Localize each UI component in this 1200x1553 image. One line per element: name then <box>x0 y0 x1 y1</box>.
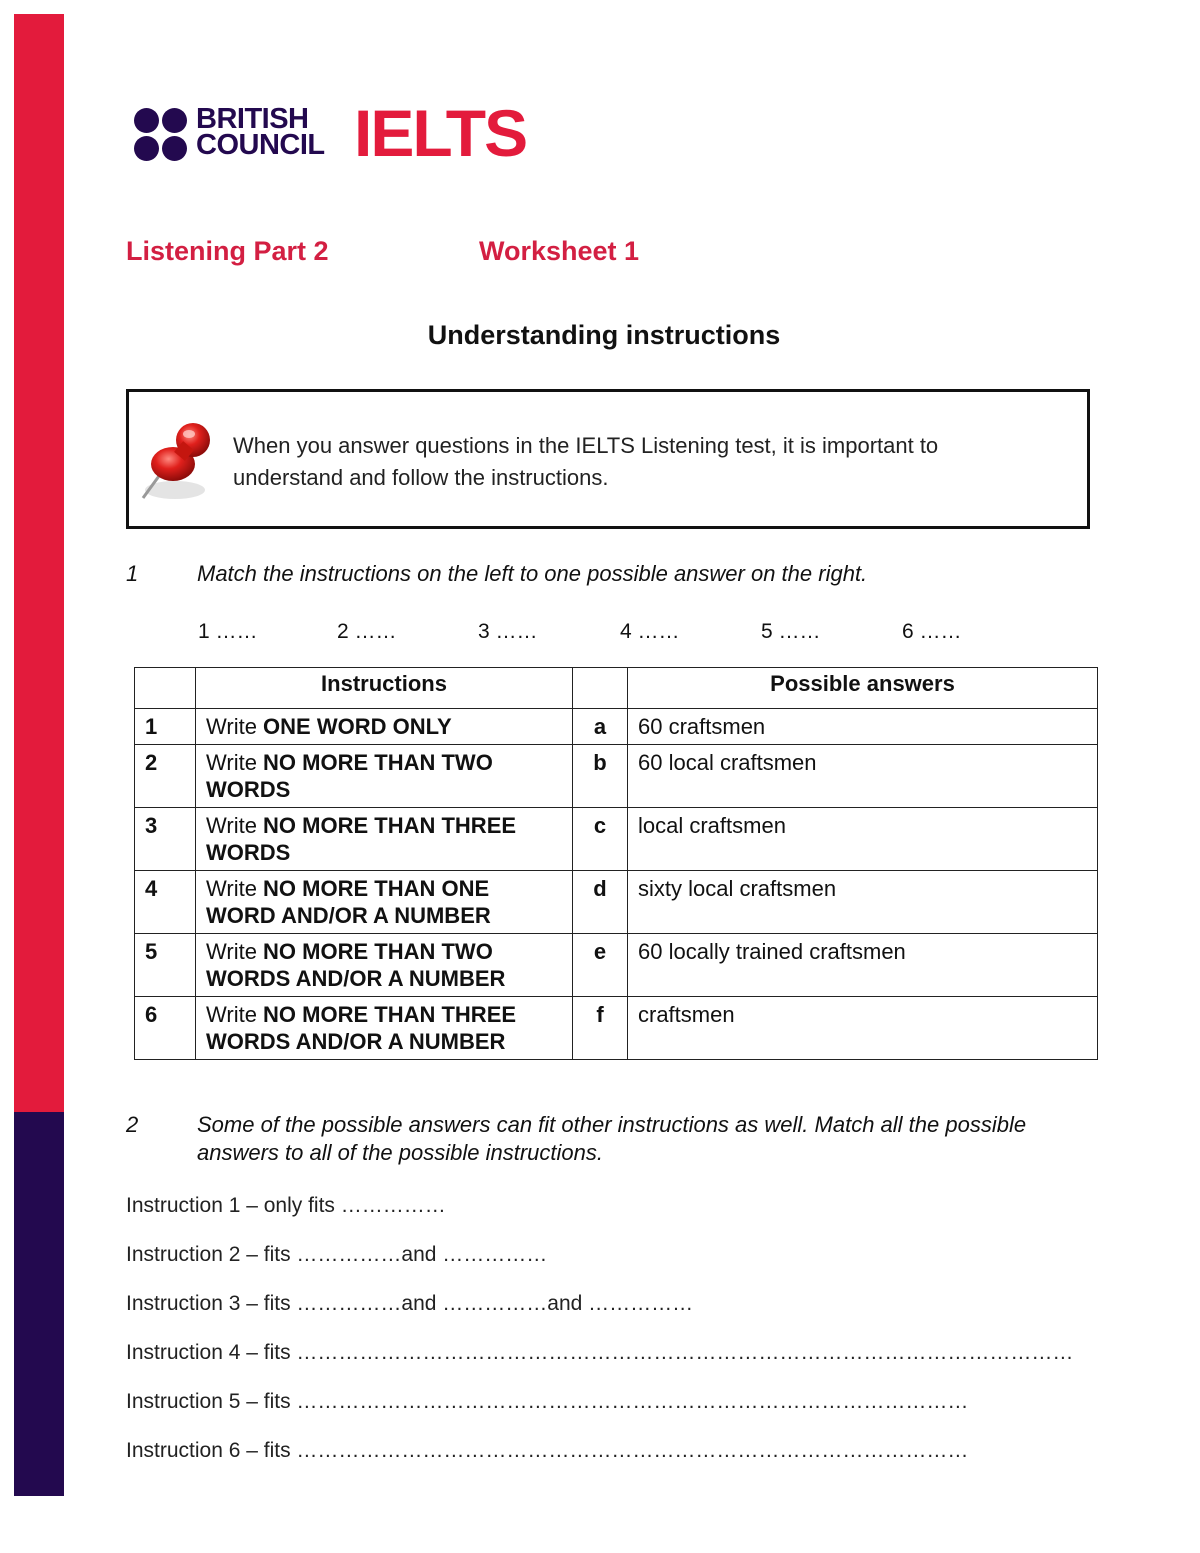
instruction-line-4: Instruction 4 – fits ………………………………………………………………………………………………… <box>126 1341 1074 1364</box>
answer-blank-2: 2 …… <box>337 620 397 643</box>
side-bar-red <box>14 14 64 1112</box>
table-row: 5 Write NO MORE THAN TWO WORDS AND/OR A NUMBER e 60 locally trained craftsmen <box>135 934 1098 997</box>
part-heading: Listening Part 2 <box>126 236 329 266</box>
instruction-line-2: Instruction 2 – fits ……………and …………… <box>126 1243 548 1266</box>
worksheet-heading: Worksheet 1 <box>479 236 640 266</box>
possible-answers-header: Possible answers <box>628 668 1098 709</box>
note-text: When you answer questions in the IELTS Listening test, it is important to understand and follow the instructions. <box>233 433 939 490</box>
answer-blank-5: 5 …… <box>761 620 821 643</box>
answer-blank-3: 3 …… <box>478 620 538 643</box>
page-title: Understanding instructions <box>427 320 781 350</box>
answer-blank-4: 4 …… <box>620 620 680 643</box>
ielts-wordmark: IELTS <box>354 96 527 170</box>
question-1-text: Match the instructions on the left to one possible answer on the right. <box>197 561 868 586</box>
side-bar-navy <box>14 1112 64 1496</box>
table-row: 2 Write NO MORE THAN TWO WORDS b 60 local craftsmen <box>135 745 1098 808</box>
instructions-header: Instructions <box>196 668 573 709</box>
answer-blank-6: 6 …… <box>902 620 962 643</box>
instruction-note-box <box>126 389 1090 529</box>
table-row: 3 Write NO MORE THAN THREE WORDS c local craftsmen <box>135 808 1098 871</box>
table-row: 1 Write ONE WORD ONLY a 60 craftsmen <box>135 709 1098 745</box>
answer-blank-1: 1 …… <box>198 620 258 643</box>
instruction-line-5: Instruction 5 – fits …………………………………………………………………………………… <box>126 1390 969 1413</box>
table-row: 6 Write NO MORE THAN THREE WORDS AND/OR A NUMBER f craftsmen <box>135 997 1098 1060</box>
instruction-line-1: Instruction 1 – only fits …………… <box>126 1194 446 1217</box>
table-header-row <box>135 668 1098 709</box>
question-2-text: Some of the possible answers can fit other instructions as well. Match all the possible answers to all of the possible instructions. <box>197 1112 1027 1165</box>
british-council-dots-icon <box>134 108 188 162</box>
question-2-number: 2 <box>126 1112 139 1137</box>
instruction-line-3: Instruction 3 – fits ……………and ……………and …………… <box>126 1292 694 1315</box>
matching-table <box>134 667 1098 1060</box>
table-row: 4 Write NO MORE THAN ONE WORD AND/OR A NUMBER d sixty local craftsmen <box>135 871 1098 934</box>
instruction-line-6: Instruction 6 – fits …………………………………………………………………………………… <box>126 1439 969 1462</box>
pushpin-icon <box>137 412 221 508</box>
british-council-wordmark: BRITISH COUNCIL <box>196 103 325 161</box>
question-1-number: 1 <box>126 561 139 586</box>
